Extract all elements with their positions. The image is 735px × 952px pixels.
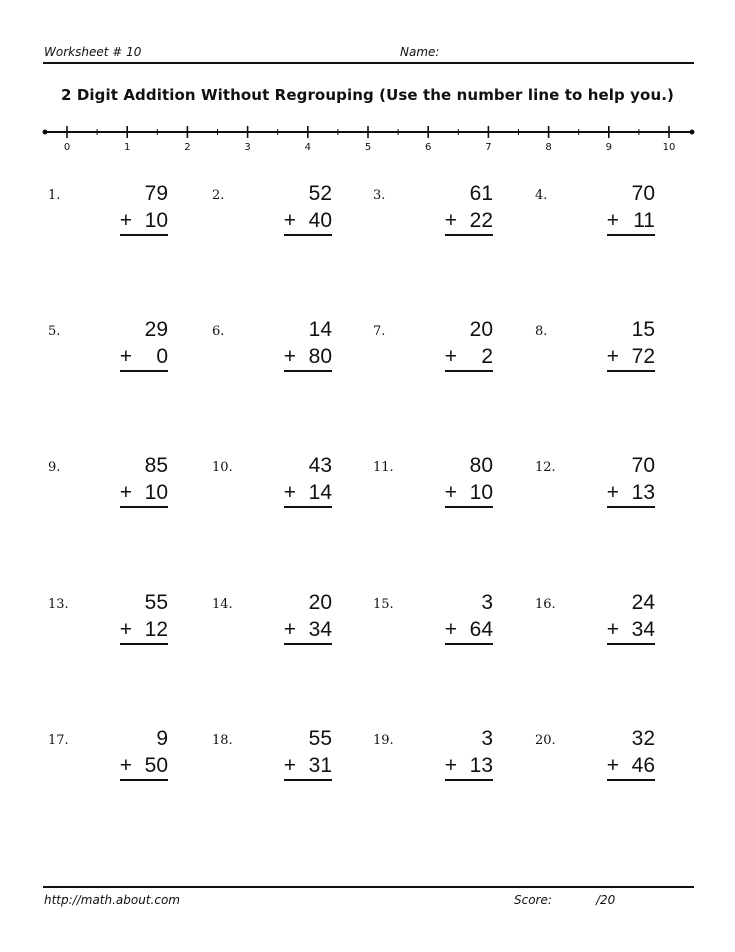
- problem-20: [535, 727, 655, 803]
- plus-sign: +: [444, 345, 457, 368]
- number-line-label: 7: [485, 142, 492, 153]
- problem-addend-top: 79: [144, 182, 168, 205]
- problem-3: [373, 182, 493, 258]
- problem-addend-top: 29: [144, 318, 168, 341]
- problem-19: [373, 727, 493, 803]
- number-line-label: 5: [364, 142, 372, 153]
- problem-6: [212, 318, 332, 394]
- problem-number: 10.: [212, 460, 233, 475]
- plus-sign: +: [444, 618, 457, 641]
- problem-addend-row: [284, 481, 332, 508]
- plus-sign: +: [283, 618, 296, 641]
- problem-5: [48, 318, 168, 394]
- problem-addend-row: [607, 345, 655, 372]
- problem-addend-row: [120, 209, 168, 236]
- number-line-label: 10: [662, 142, 676, 153]
- problem-addend-bottom: 34: [308, 618, 332, 641]
- worksheet-title: 2 Digit Addition Without Regrouping (Use the number line to help you.): [61, 86, 674, 104]
- footer-rule: [43, 886, 694, 888]
- problem-number: 8.: [535, 324, 548, 339]
- problem-addend-bottom: 64: [469, 618, 493, 641]
- problem-addend-row: [445, 754, 493, 781]
- problem-number: 12.: [535, 460, 556, 475]
- score-total: /20: [596, 893, 616, 907]
- problem-addend-bottom: 80: [308, 345, 332, 368]
- problem-addend-top: 14: [308, 318, 332, 341]
- problem-18: [212, 727, 332, 803]
- number-line-label: 1: [124, 142, 131, 153]
- number-line-label: 6: [425, 142, 432, 153]
- plus-sign: +: [283, 209, 296, 232]
- problem-addend-bottom: 34: [631, 618, 655, 641]
- problem-4: [535, 182, 655, 258]
- problem-addend-top: 55: [308, 727, 332, 750]
- problem-1: [48, 182, 168, 258]
- plus-sign: +: [606, 481, 619, 504]
- problem-11: [373, 454, 493, 530]
- plus-sign: +: [444, 481, 457, 504]
- problem-number: 1.: [48, 188, 61, 203]
- problem-addend-bottom: 72: [631, 345, 655, 368]
- problem-number: 5.: [48, 324, 61, 339]
- problem-addend-top: 85: [144, 454, 168, 477]
- plus-sign: +: [444, 209, 457, 232]
- problem-addend-row: [607, 754, 655, 781]
- problem-addend-top: 61: [469, 182, 493, 205]
- problem-addend-bottom: 40: [308, 209, 332, 232]
- problem-number: 13.: [48, 597, 69, 612]
- name-label: Name:: [400, 45, 440, 59]
- problem-addend-top: 32: [631, 727, 655, 750]
- problem-addend-row: [120, 754, 168, 781]
- problem-10: [212, 454, 332, 530]
- problem-number: 3.: [373, 188, 386, 203]
- problem-number: 17.: [48, 733, 69, 748]
- problem-addend-top: 3: [481, 727, 493, 750]
- problem-7: [373, 318, 493, 394]
- number-line-label: 3: [244, 142, 251, 153]
- problem-addend-row: [284, 618, 332, 645]
- problem-8: [535, 318, 655, 394]
- problem-addend-row: [120, 481, 168, 508]
- problem-number: 18.: [212, 733, 233, 748]
- problem-addend-row: [284, 209, 332, 236]
- problem-number: 16.: [535, 597, 556, 612]
- problem-addend-bottom: 11: [633, 209, 655, 232]
- number-line-label: 9: [605, 142, 612, 153]
- problem-addend-top: 43: [308, 454, 332, 477]
- number-line-label: 8: [545, 142, 552, 153]
- problem-addend-row: [445, 345, 493, 372]
- problem-addend-bottom: 2: [481, 345, 493, 368]
- plus-sign: +: [606, 754, 619, 777]
- plus-sign: +: [606, 618, 619, 641]
- problem-addend-top: 20: [469, 318, 493, 341]
- problem-number: 6.: [212, 324, 225, 339]
- problem-addend-row: [445, 481, 493, 508]
- plus-sign: +: [283, 481, 296, 504]
- problem-addend-bottom: 13: [631, 481, 655, 504]
- number-line-left-end: [43, 130, 48, 135]
- problem-16: [535, 591, 655, 667]
- problem-addend-top: 9: [156, 727, 168, 750]
- problem-addend-bottom: 50: [144, 754, 168, 777]
- problem-addend-bottom: 14: [308, 481, 332, 504]
- problem-addend-bottom: 22: [469, 209, 493, 232]
- problem-addend-row: [607, 481, 655, 508]
- problem-number: 15.: [373, 597, 394, 612]
- problem-addend-top: 3: [481, 591, 493, 614]
- problem-number: 4.: [535, 188, 548, 203]
- plus-sign: +: [283, 345, 296, 368]
- problem-addend-bottom: 31: [308, 754, 332, 777]
- worksheet-number: Worksheet # 10: [44, 45, 142, 59]
- problem-addend-bottom: 13: [469, 754, 493, 777]
- problem-addend-bottom: 10: [469, 481, 493, 504]
- problem-14: [212, 591, 332, 667]
- number-line: [0, 0, 735, 160]
- plus-sign: +: [606, 345, 619, 368]
- problem-addend-row: [445, 209, 493, 236]
- number-line-label: 4: [304, 142, 311, 153]
- problem-addend-top: 15: [631, 318, 655, 341]
- score-label: Score:: [514, 893, 552, 907]
- problem-addend-row: [607, 209, 655, 236]
- plus-sign: +: [119, 209, 132, 232]
- problem-addend-top: 70: [631, 182, 655, 205]
- problem-17: [48, 727, 168, 803]
- plus-sign: +: [119, 754, 132, 777]
- problem-addend-row: [445, 618, 493, 645]
- problem-addend-top: 80: [469, 454, 493, 477]
- problem-addend-top: 20: [308, 591, 332, 614]
- problem-number: 11.: [373, 460, 394, 475]
- problem-2: [212, 182, 332, 258]
- problem-addend-row: [284, 754, 332, 781]
- problem-addend-top: 52: [308, 182, 332, 205]
- problem-12: [535, 454, 655, 530]
- problem-number: 20.: [535, 733, 556, 748]
- problem-addend-top: 70: [631, 454, 655, 477]
- number-line-label: 0: [63, 142, 71, 153]
- problem-addend-bottom: 10: [144, 481, 168, 504]
- plus-sign: +: [444, 754, 457, 777]
- problem-number: 14.: [212, 597, 233, 612]
- problem-addend-row: [120, 618, 168, 645]
- problem-addend-bottom: 0: [156, 345, 168, 368]
- problem-number: 7.: [373, 324, 386, 339]
- problem-13: [48, 591, 168, 667]
- problem-addend-bottom: 46: [631, 754, 655, 777]
- problem-addend-top: 24: [631, 591, 655, 614]
- problem-number: 19.: [373, 733, 394, 748]
- plus-sign: +: [119, 618, 132, 641]
- plus-sign: +: [119, 345, 132, 368]
- number-line-label: 2: [184, 142, 191, 153]
- number-line-right-end: [690, 130, 695, 135]
- problem-number: 2.: [212, 188, 225, 203]
- problem-addend-bottom: 12: [144, 618, 168, 641]
- problem-addend-row: [284, 345, 332, 372]
- plus-sign: +: [119, 481, 132, 504]
- problem-addend-top: 55: [144, 591, 168, 614]
- problem-addend-row: [120, 345, 168, 372]
- problem-addend-row: [607, 618, 655, 645]
- problem-15: [373, 591, 493, 667]
- problem-number: 9.: [48, 460, 61, 475]
- problem-addend-bottom: 10: [144, 209, 168, 232]
- source-url[interactable]: http://math.about.com: [44, 893, 180, 907]
- plus-sign: +: [283, 754, 296, 777]
- problem-9: [48, 454, 168, 530]
- plus-sign: +: [606, 209, 619, 232]
